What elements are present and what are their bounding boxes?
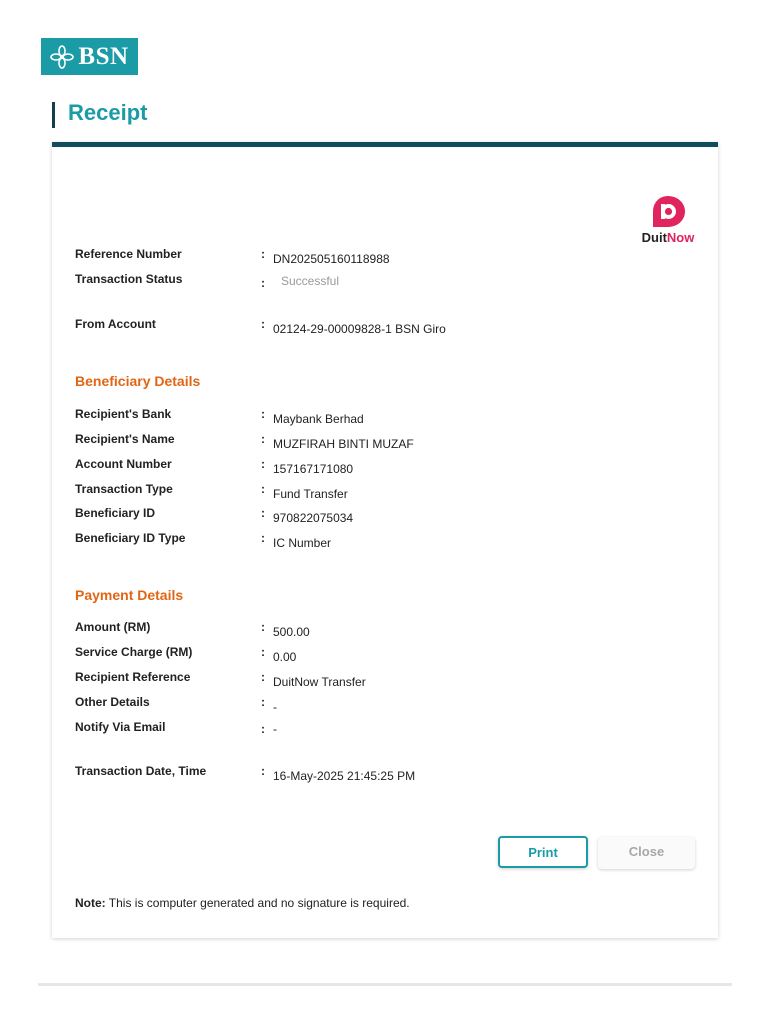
field-value: 16-May-2025 21:45:25 PM xyxy=(273,769,416,783)
separator: : xyxy=(261,317,265,331)
note-prefix: Note: xyxy=(75,896,106,910)
field-label: Recipient's Name xyxy=(75,432,175,446)
field-label: Transaction Date, Time xyxy=(75,764,207,778)
from-account-value: 02124-29-00009828-1 BSN Giro xyxy=(273,322,446,336)
separator: : xyxy=(261,407,265,421)
field-value: 500.00 xyxy=(273,625,310,639)
logo-text: BSN xyxy=(78,42,129,70)
duitnow-icon xyxy=(649,195,687,229)
amount-row xyxy=(75,620,695,638)
beneficiary-id-row xyxy=(75,506,695,524)
recipient-reference-row xyxy=(75,670,695,688)
field-value: DuitNow Transfer xyxy=(273,675,366,689)
transaction-status-value: Successful xyxy=(281,274,340,288)
from-account-row xyxy=(75,317,695,335)
field-value: - xyxy=(273,722,277,736)
field-label: Account Number xyxy=(75,457,172,471)
field-label: Service Charge (RM) xyxy=(75,645,193,659)
field-label: From Account xyxy=(75,317,156,331)
duitnow-word2: Now xyxy=(666,230,695,245)
note-text: This is computer generated and no signature is required. xyxy=(105,896,410,910)
separator: : xyxy=(261,457,265,471)
transaction-status-row xyxy=(75,272,695,290)
field-label: Recipient Reference xyxy=(75,670,191,684)
separator: : xyxy=(261,670,265,684)
notify-email-row xyxy=(75,720,695,738)
field-label: Beneficiary ID xyxy=(75,506,156,520)
footer-divider xyxy=(38,983,732,986)
print-button[interactable]: Print xyxy=(498,836,588,868)
account-number-row xyxy=(75,457,695,475)
separator: : xyxy=(261,276,265,290)
separator: : xyxy=(261,645,265,659)
reference-number-value: DN202505160118988 xyxy=(273,252,390,266)
separator: : xyxy=(261,432,265,446)
bsn-flower-icon xyxy=(50,45,74,69)
field-label: Recipient's Bank xyxy=(75,407,172,421)
separator: : xyxy=(261,506,265,520)
field-value: 0.00 xyxy=(273,650,297,664)
field-label: Other Details xyxy=(75,695,150,709)
beneficiary-details-heading: Beneficiary Details xyxy=(75,373,201,389)
duitnow-logo xyxy=(638,195,698,245)
field-label: Transaction Type xyxy=(75,482,173,496)
field-label: Reference Number xyxy=(75,247,182,261)
bsn-logo xyxy=(41,38,138,75)
field-value: MUZFIRAH BINTI MUZAF xyxy=(273,437,414,451)
close-button[interactable]: Close xyxy=(598,837,695,869)
duitnow-text xyxy=(638,230,698,245)
field-label: Amount (RM) xyxy=(75,620,151,634)
separator: : xyxy=(261,531,265,545)
field-value: Maybank Berhad xyxy=(273,412,364,426)
field-value: IC Number xyxy=(273,536,332,550)
transaction-type-row xyxy=(75,482,695,500)
separator: : xyxy=(261,620,265,634)
separator: : xyxy=(261,482,265,496)
other-details-row xyxy=(75,695,695,713)
page-title: Receipt xyxy=(68,100,148,125)
payment-details-heading: Payment Details xyxy=(75,587,184,603)
field-label: Transaction Status xyxy=(75,272,183,286)
separator: : xyxy=(261,722,265,736)
duitnow-word1: Duit xyxy=(641,230,667,245)
beneficiary-id-type-row xyxy=(75,531,695,549)
separator: : xyxy=(261,695,265,709)
transaction-datetime-row xyxy=(75,764,695,782)
field-label: Notify Via Email xyxy=(75,720,166,734)
receipt-card xyxy=(52,142,718,938)
title-accent-bar xyxy=(52,102,55,128)
field-value: Fund Transfer xyxy=(273,487,348,501)
field-value: 157167171080 xyxy=(273,462,354,476)
recipient-name-row xyxy=(75,432,695,450)
recipient-bank-row xyxy=(75,407,695,425)
field-label: Beneficiary ID Type xyxy=(75,531,186,545)
service-charge-row xyxy=(75,645,695,663)
field-value: - xyxy=(273,700,277,714)
field-value: 970822075034 xyxy=(273,511,354,525)
separator: : xyxy=(261,764,265,778)
reference-number-row xyxy=(75,247,695,265)
receipt-note xyxy=(75,896,410,910)
separator: : xyxy=(261,247,265,261)
